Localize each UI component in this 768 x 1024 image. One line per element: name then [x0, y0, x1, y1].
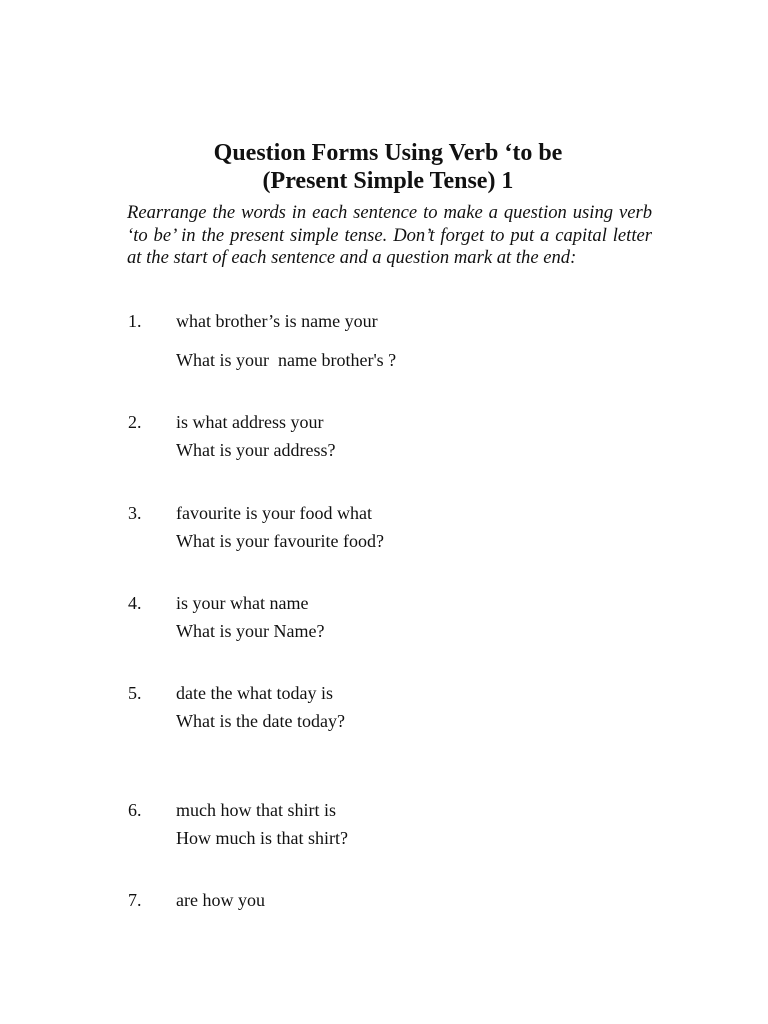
question-answer: What is your Name? [176, 621, 325, 641]
question-answer: What is your address? [176, 440, 336, 460]
instructions-text: Rearrange the words in each sentence to make a question using verb ‘to be’ in the present simple tense. Don’t forget to put a capital letter at the start of each sentence and a question mark at the end: [127, 202, 652, 268]
question-number: 6. [128, 800, 142, 820]
question-prompt: are how you [176, 890, 265, 910]
question-number: 5. [128, 683, 142, 703]
question-answer: What is your name brother's ? [176, 350, 397, 370]
question-number: 7. [128, 890, 142, 910]
question-prompt: date the what today is [176, 683, 333, 703]
question-prompt: favourite is your food what [176, 503, 372, 523]
question-number: 1. [128, 311, 142, 331]
question-prompt: is what address your [176, 412, 324, 432]
page-title-line2: (Present Simple Tense) 1 [262, 168, 514, 194]
question-number: 2. [128, 412, 142, 432]
question-number: 3. [128, 503, 142, 523]
page-title-line1: Question Forms Using Verb ‘to be [213, 140, 563, 166]
question-answer: What is your favourite food? [176, 531, 384, 551]
question-number: 4. [128, 593, 142, 613]
question-prompt: much how that shirt is [176, 800, 336, 820]
question-prompt: what brother’s is name your [176, 311, 378, 331]
question-prompt: is your what name [176, 593, 309, 613]
question-answer: How much is that shirt? [176, 828, 348, 848]
question-answer: What is the date today? [176, 711, 345, 731]
